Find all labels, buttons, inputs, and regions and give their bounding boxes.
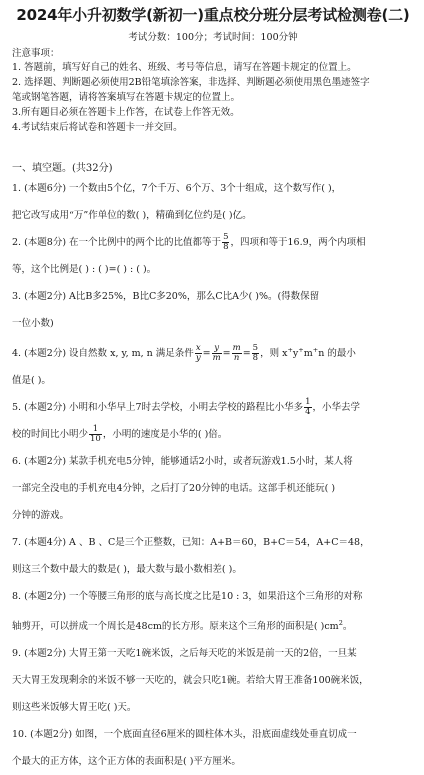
fraction bbox=[89, 425, 102, 444]
fraction-denominator: m bbox=[212, 353, 221, 364]
document-title: 2024年小升初数学(新初一)重点校分班分层考试检测卷(二) bbox=[16, 6, 410, 24]
question-line: 10. (本题2分) 如图，一个底面直径6厘米的圆柱体木头，沿底面虚线处垂直切成一 bbox=[12, 729, 357, 741]
question-9 bbox=[12, 640, 414, 721]
question-line: 天大胃王发现剩余的米饭不够一天吃的，就会只吃1碗。若给大胃王准备100碗米饭， bbox=[12, 675, 369, 687]
fraction-numerator: y bbox=[212, 344, 222, 354]
superscript: + bbox=[312, 346, 319, 354]
fraction-numerator: x bbox=[195, 343, 201, 354]
fraction-numerator: m bbox=[232, 343, 241, 354]
notes-heading: 注意事项： bbox=[12, 48, 60, 59]
question-line: 1. (本题6分) 一个数由5个亿，7个千万、6个万、3个十组成，这个数写作( )， bbox=[12, 183, 342, 194]
question-text: ，小明的速度是小华的( )倍。 bbox=[102, 429, 228, 441]
question-5 bbox=[12, 394, 414, 448]
question-line: 值是( )。 bbox=[12, 375, 51, 387]
equals-sign: = bbox=[222, 348, 231, 360]
question-7 bbox=[12, 529, 414, 583]
question-line: 等，这个比例是( ) : ( )=( ) : ( )。 bbox=[12, 264, 157, 275]
fraction bbox=[304, 398, 311, 417]
question-text: ，四项和等于16.9，两个内项相 bbox=[230, 237, 366, 248]
question-text: 校的时间比小明少 bbox=[12, 429, 89, 441]
fraction-denominator: y bbox=[195, 353, 201, 364]
question-line: 分钟的游戏。 bbox=[12, 510, 70, 522]
fraction bbox=[232, 344, 242, 363]
question-text: 4. (本题2分) 设自然数 x, y, m, n 满足条件 bbox=[12, 348, 194, 360]
fraction-numerator: 1 bbox=[89, 425, 102, 435]
question-line bbox=[12, 421, 414, 448]
note-item: 4.考试结束后将试卷和答题卡一并交回。 bbox=[12, 122, 183, 133]
fraction bbox=[212, 344, 222, 363]
question-line: 9. (本题2分) 大胃王第一天吃1碗米饭，之后每天吃的米饭是前一天的2倍，一旦某 bbox=[12, 648, 357, 660]
question-line bbox=[12, 229, 414, 256]
question-line bbox=[12, 394, 414, 421]
question-line: 则这些米饭够大胃王吃( )天。 bbox=[12, 702, 137, 714]
question-text: m bbox=[303, 348, 313, 360]
question-line: 把它改写成用“万”作单位的数( )，精确到亿位约是( )亿。 bbox=[12, 210, 252, 221]
question-4 bbox=[12, 337, 414, 394]
fraction bbox=[252, 344, 259, 363]
fraction-denominator: 8 bbox=[252, 353, 259, 364]
question-3 bbox=[12, 283, 414, 337]
question-text: ，小华去学 bbox=[312, 402, 361, 414]
question-line bbox=[12, 610, 414, 640]
question-line: 则这三个数中最大的数是( )，最大数与最小数相差( )。 bbox=[12, 564, 242, 576]
note-item: 1. 答题前，填写好自己的姓名、班级、考号等信息，请写在答题卡规定的位置上。 bbox=[12, 62, 357, 73]
fraction-numerator: 5 bbox=[252, 343, 259, 354]
question-line: 一部完全没电的手机充电4分钟，之后打了20分钟的电话。这部手机还能玩( ) bbox=[12, 483, 336, 495]
equals-sign: = bbox=[202, 348, 211, 360]
superscript: + bbox=[287, 346, 293, 354]
question-1 bbox=[12, 175, 414, 229]
question-2 bbox=[12, 229, 414, 283]
fraction-numerator: 1 bbox=[305, 397, 311, 408]
fraction bbox=[222, 233, 229, 252]
question-text: y bbox=[292, 348, 299, 360]
question-line: 一位小数) bbox=[12, 318, 54, 329]
fraction-denominator: 10 bbox=[90, 434, 101, 445]
question-line: 7. (本题4分) A 、B 、C是三个正整数，已知：A+B＝60，B+C＝54，A+C＝48， bbox=[12, 537, 370, 549]
question-line: 6. (本题2分) 某款手机充电5分钟，能够通话2小时，或者玩游戏1.5小时，某人将 bbox=[12, 456, 353, 468]
section-heading-fill-in: 一、填空题。(共32分) bbox=[12, 163, 113, 174]
question-text: 。 bbox=[342, 621, 353, 633]
question-line: 3. (本题2分) A比B多25%，B比C多20%，那么C比A少( )%。(得数保留 bbox=[12, 291, 320, 302]
question-10 bbox=[12, 721, 414, 775]
question-8 bbox=[12, 583, 414, 640]
equals-sign: = bbox=[242, 348, 251, 360]
fraction-denominator: 8 bbox=[223, 242, 229, 252]
fraction-denominator: n bbox=[233, 353, 240, 364]
note-item: 2. 选择题、判断题必须使用2B铅笔填涂答案，非选择、判断题必须使用黑色墨迹签字 bbox=[12, 77, 370, 88]
question-text: 2. (本题8分) 在一个比例中的两个比的比值都等于 bbox=[12, 237, 222, 248]
exam-info: 考试分数：100分；考试时间：100分钟 bbox=[128, 32, 298, 43]
question-text: ，则 x bbox=[260, 348, 288, 360]
fraction-denominator: 4 bbox=[305, 407, 311, 418]
note-item: 笔或钢笔答题，请将答案填写在答题卡规定的位置上。 bbox=[12, 92, 241, 103]
question-text: 轴剪开，可以拼成一个周长是48cm的长方形。原来这个三角形的面积是( )cm bbox=[12, 621, 339, 633]
superscript: + bbox=[298, 346, 304, 354]
superscript: 2 bbox=[338, 619, 343, 628]
question-line bbox=[12, 337, 414, 367]
question-text: 5. (本题2分) 小明和小华早上7时去学校，小明去学校的路程比小华多 bbox=[12, 402, 304, 414]
question-6 bbox=[12, 448, 414, 529]
fraction-numerator: 5 bbox=[223, 232, 229, 242]
question-line: 个最大的正方体，这个正方体的表面积是( )平方厘米。 bbox=[12, 756, 241, 768]
question-text: n 的最小 bbox=[318, 348, 356, 360]
fraction bbox=[195, 344, 202, 363]
question-line: 8. (本题2分) 一个等腰三角形的底与高长度之比是10 : 3，如果沿这个三角形的对称 bbox=[12, 591, 363, 603]
note-item: 3.所有题目必须在答题卡上作答，在试卷上作答无效。 bbox=[12, 107, 240, 118]
